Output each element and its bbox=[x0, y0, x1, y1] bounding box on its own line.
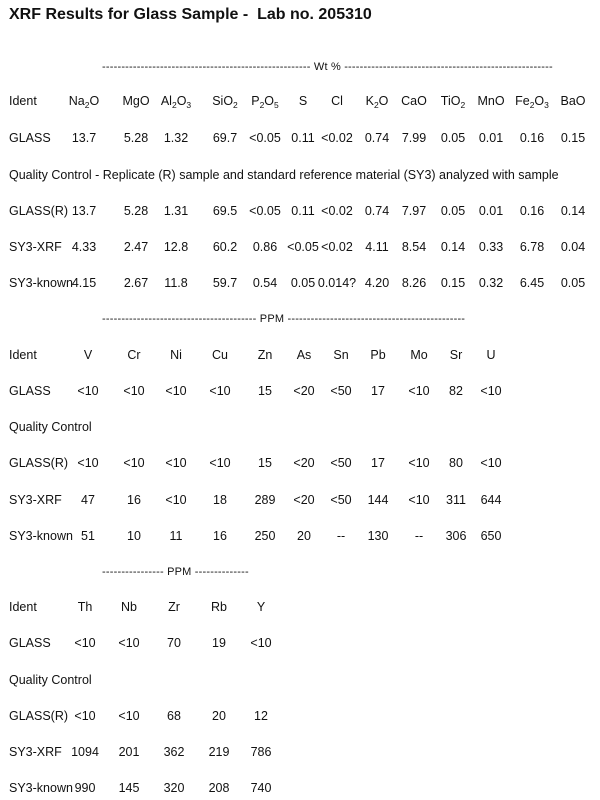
table-cell: 0.32 bbox=[478, 276, 504, 290]
table-cell: 10 bbox=[127, 529, 141, 543]
table-cell: 0.05 bbox=[440, 204, 466, 218]
table-cell: 0.05 bbox=[560, 276, 586, 290]
table-cell: 15 bbox=[258, 384, 272, 398]
table-cell: 0.74 bbox=[364, 131, 390, 145]
formula-part: SiO bbox=[212, 94, 234, 108]
table-cell: 0.01 bbox=[478, 131, 504, 145]
formula-part: Cl bbox=[331, 94, 343, 108]
table-cell: 0.16 bbox=[519, 204, 545, 218]
table-cell: 11.8 bbox=[164, 276, 188, 290]
wt-header-row bbox=[0, 94, 600, 110]
table-row bbox=[0, 529, 600, 545]
table-cell: 0.15 bbox=[560, 131, 586, 145]
table-cell: <0.05 bbox=[287, 240, 319, 254]
table-cell: 0.15 bbox=[440, 276, 466, 290]
table-cell: <10 bbox=[480, 456, 502, 470]
column-header bbox=[366, 94, 389, 108]
table-row bbox=[0, 781, 600, 797]
sample-ident: GLASS bbox=[9, 384, 51, 398]
column-header bbox=[251, 94, 279, 108]
table-cell: 208 bbox=[208, 781, 230, 795]
sample-ident: GLASS(R) bbox=[9, 456, 69, 470]
wt-qc-note: Quality Control - Replicate (R) sample and standard reference material (SY3) analyzed with sample bbox=[9, 168, 559, 182]
table-cell: <0.02 bbox=[321, 240, 353, 254]
table-cell: 0.01 bbox=[478, 204, 504, 218]
table-cell: <10 bbox=[209, 456, 231, 470]
table-cell: 0.05 bbox=[440, 131, 466, 145]
table-cell: 145 bbox=[118, 781, 140, 795]
subscript: 5 bbox=[274, 100, 279, 110]
table-cell: 6.78 bbox=[519, 240, 545, 254]
formula-part: O bbox=[534, 94, 545, 108]
table-row bbox=[0, 636, 600, 652]
column-header bbox=[9, 94, 37, 108]
subscript: 2 bbox=[373, 100, 379, 110]
table-cell: <0.02 bbox=[321, 131, 353, 145]
ppm2-divider: ---------------- PPM -------------- bbox=[102, 566, 249, 578]
table-cell: <20 bbox=[293, 493, 315, 507]
table-cell: 219 bbox=[208, 745, 230, 759]
column-header: Nb bbox=[121, 600, 137, 614]
table-cell: 130 bbox=[367, 529, 389, 543]
table-cell: 0.54 bbox=[252, 276, 278, 290]
table-cell: 311 bbox=[446, 493, 466, 507]
table-cell: 8.54 bbox=[401, 240, 427, 254]
table-cell: 0.14 bbox=[560, 204, 586, 218]
table-cell: 60.2 bbox=[212, 240, 238, 254]
table-cell: 51 bbox=[81, 529, 95, 543]
subscript: 2 bbox=[259, 100, 265, 110]
column-header: Pb bbox=[370, 348, 386, 362]
table-cell: 0.04 bbox=[560, 240, 586, 254]
column-header: Ni bbox=[170, 348, 182, 362]
table-cell: 19 bbox=[212, 636, 226, 650]
table-cell: 201 bbox=[118, 745, 140, 759]
table-cell: 4.33 bbox=[71, 240, 97, 254]
table-cell: <10 bbox=[77, 384, 99, 398]
formula-part: K bbox=[365, 94, 374, 108]
formula-part: S bbox=[298, 94, 308, 108]
table-row bbox=[0, 131, 600, 147]
formula-part: Fe bbox=[515, 94, 530, 108]
ppm2-header-row bbox=[0, 600, 600, 616]
table-cell: 250 bbox=[254, 529, 276, 543]
table-row bbox=[0, 709, 600, 725]
ppm1-qc-note: Quality Control bbox=[9, 420, 92, 434]
table-cell: <10 bbox=[165, 456, 187, 470]
table-cell: 644 bbox=[480, 493, 502, 507]
table-cell: 990 bbox=[74, 781, 96, 795]
sample-ident: GLASS(R) bbox=[9, 709, 69, 723]
subscript: 2 bbox=[171, 100, 177, 110]
ppm2-qc-note: Quality Control bbox=[9, 673, 92, 687]
table-cell: 0.05 bbox=[290, 276, 316, 290]
table-cell: <50 bbox=[330, 384, 352, 398]
column-header bbox=[477, 94, 504, 108]
table-cell: <10 bbox=[74, 709, 96, 723]
page-title: XRF Results for Glass Sample - Lab no. 205310 bbox=[9, 6, 372, 23]
table-row bbox=[0, 240, 600, 256]
table-cell: 144 bbox=[367, 493, 389, 507]
column-header bbox=[515, 94, 549, 108]
table-cell: -- bbox=[336, 529, 346, 543]
table-cell: 306 bbox=[445, 529, 467, 543]
table-row bbox=[0, 493, 600, 509]
column-header bbox=[299, 94, 307, 108]
table-cell: 8.26 bbox=[401, 276, 427, 290]
table-cell: 80 bbox=[449, 456, 463, 470]
table-cell: <10 bbox=[408, 493, 430, 507]
column-header: Ident bbox=[9, 600, 37, 614]
table-cell: 82 bbox=[449, 384, 463, 398]
table-cell: 11 bbox=[169, 529, 183, 543]
subscript: 2 bbox=[529, 100, 535, 110]
table-cell: 59.7 bbox=[212, 276, 238, 290]
formula-part: TiO bbox=[440, 94, 461, 108]
sample-ident: SY3-XRF bbox=[9, 240, 62, 254]
wt-divider: ------------------------------------------------------ Wt % ------------------------------------------------------ bbox=[102, 61, 553, 73]
table-cell: 0.16 bbox=[519, 131, 545, 145]
table-cell: <10 bbox=[250, 636, 272, 650]
table-row bbox=[0, 745, 600, 761]
table-cell: 16 bbox=[127, 493, 141, 507]
table-cell: <10 bbox=[408, 456, 430, 470]
sample-ident: SY3-known bbox=[9, 529, 73, 543]
table-cell: 7.99 bbox=[401, 131, 427, 145]
table-cell: 12 bbox=[254, 709, 268, 723]
table-cell: <0.02 bbox=[321, 204, 353, 218]
table-cell: 6.45 bbox=[519, 276, 545, 290]
table-cell: 69.7 bbox=[212, 131, 238, 145]
table-cell: <10 bbox=[408, 384, 430, 398]
table-cell: 70 bbox=[167, 636, 181, 650]
table-cell: <10 bbox=[123, 384, 145, 398]
table-cell: 12.8 bbox=[163, 240, 189, 254]
table-cell: 5.28 bbox=[123, 204, 149, 218]
column-header: Sn bbox=[333, 348, 349, 362]
formula-part: Al bbox=[160, 94, 172, 108]
table-cell: 4.11 bbox=[365, 240, 389, 254]
sample-ident: SY3-known bbox=[9, 276, 73, 290]
column-header: Th bbox=[77, 600, 93, 614]
table-cell: 0.014? bbox=[317, 276, 357, 290]
sample-ident: GLASS bbox=[9, 131, 51, 145]
table-row bbox=[0, 204, 600, 220]
ppm1-divider: ---------------------------------------- PPM ---------------------------------------------- bbox=[102, 313, 466, 325]
column-header bbox=[122, 94, 149, 108]
table-cell: 289 bbox=[254, 493, 276, 507]
sample-ident: GLASS bbox=[9, 636, 51, 650]
formula-part: O bbox=[89, 94, 100, 108]
formula-part: MgO bbox=[122, 94, 150, 108]
table-cell: 786 bbox=[250, 745, 272, 759]
column-header bbox=[161, 94, 191, 108]
table-cell: 15 bbox=[258, 456, 272, 470]
table-row bbox=[0, 276, 600, 292]
column-header: Mo bbox=[410, 348, 428, 362]
table-cell: 16 bbox=[213, 529, 227, 543]
table-cell: <10 bbox=[118, 709, 140, 723]
column-header: Cr bbox=[127, 348, 141, 362]
column-header bbox=[560, 94, 585, 108]
table-cell: 0.11 bbox=[291, 204, 315, 218]
table-cell: 0.33 bbox=[478, 240, 504, 254]
table-cell: 362 bbox=[163, 745, 185, 759]
table-cell: 4.20 bbox=[364, 276, 390, 290]
table-cell: 17 bbox=[371, 456, 385, 470]
column-header: Zn bbox=[257, 348, 273, 362]
table-cell: <0.05 bbox=[249, 204, 281, 218]
table-cell: 17 bbox=[371, 384, 385, 398]
subscript: 2 bbox=[460, 100, 466, 110]
table-cell: 650 bbox=[480, 529, 502, 543]
table-cell: 68 bbox=[167, 709, 181, 723]
table-cell: -- bbox=[414, 529, 424, 543]
table-cell: 1094 bbox=[71, 745, 99, 759]
table-cell: 69.5 bbox=[212, 204, 238, 218]
column-header: V bbox=[83, 348, 93, 362]
table-cell: <20 bbox=[293, 456, 315, 470]
table-cell: 47 bbox=[81, 493, 95, 507]
column-header bbox=[441, 94, 465, 108]
formula-part: O bbox=[176, 94, 187, 108]
column-header bbox=[331, 94, 343, 108]
table-cell: <10 bbox=[74, 636, 96, 650]
table-cell: <50 bbox=[330, 456, 352, 470]
column-header: Rb bbox=[211, 600, 227, 614]
table-cell: 2.47 bbox=[123, 240, 149, 254]
table-cell: 2.67 bbox=[123, 276, 149, 290]
subscript: 2 bbox=[84, 100, 90, 110]
table-cell: 320 bbox=[163, 781, 185, 795]
table-cell: 1.31 bbox=[163, 204, 189, 218]
formula-part: CaO bbox=[401, 94, 427, 108]
table-row bbox=[0, 456, 600, 472]
table-row bbox=[0, 384, 600, 400]
table-cell: 20 bbox=[297, 529, 311, 543]
column-header bbox=[401, 94, 427, 108]
table-cell: 0.74 bbox=[364, 204, 390, 218]
subscript: 3 bbox=[544, 100, 549, 110]
table-cell: <10 bbox=[209, 384, 231, 398]
sample-ident: SY3-XRF bbox=[9, 493, 62, 507]
subscript: 3 bbox=[186, 100, 192, 110]
table-cell: 13.7 bbox=[71, 131, 97, 145]
table-cell: <10 bbox=[77, 456, 99, 470]
column-header: Cu bbox=[212, 348, 228, 362]
table-cell: 18 bbox=[213, 493, 227, 507]
formula-part: O bbox=[378, 94, 389, 108]
column-header: U bbox=[486, 348, 496, 362]
table-cell: <10 bbox=[165, 493, 187, 507]
table-cell: <10 bbox=[123, 456, 145, 470]
subscript: 2 bbox=[233, 100, 238, 110]
table-cell: <10 bbox=[165, 384, 187, 398]
formula-part: Na bbox=[68, 94, 85, 108]
sample-ident: GLASS(R) bbox=[9, 204, 69, 218]
sample-ident: SY3-XRF bbox=[9, 745, 62, 759]
sample-ident: SY3-known bbox=[9, 781, 73, 795]
table-cell: <50 bbox=[330, 493, 352, 507]
formula-part: BaO bbox=[560, 94, 586, 108]
table-cell: 0.86 bbox=[252, 240, 278, 254]
column-header: Sr bbox=[449, 348, 463, 362]
ppm1-header-row bbox=[0, 348, 600, 364]
table-cell: <0.05 bbox=[249, 131, 281, 145]
formula-part: P bbox=[251, 94, 260, 108]
column-header bbox=[69, 94, 99, 108]
table-cell: 5.28 bbox=[123, 131, 149, 145]
table-cell: <10 bbox=[118, 636, 140, 650]
table-cell: 7.97 bbox=[401, 204, 427, 218]
column-header: As bbox=[296, 348, 312, 362]
table-cell: 0.14 bbox=[440, 240, 466, 254]
column-header: Ident bbox=[9, 348, 37, 362]
formula-part: O bbox=[264, 94, 275, 108]
table-cell: 4.15 bbox=[71, 276, 97, 290]
table-cell: <20 bbox=[293, 384, 315, 398]
column-header: Zr bbox=[168, 600, 180, 614]
formula-part: Ident bbox=[9, 94, 37, 108]
table-cell: 0.11 bbox=[291, 131, 315, 145]
column-header: Y bbox=[256, 600, 266, 614]
formula-part: MnO bbox=[477, 94, 505, 108]
column-header bbox=[212, 94, 238, 108]
table-cell: 1.32 bbox=[163, 131, 189, 145]
table-cell: <10 bbox=[480, 384, 502, 398]
table-cell: 740 bbox=[250, 781, 272, 795]
table-cell: 20 bbox=[212, 709, 226, 723]
table-cell: 13.7 bbox=[71, 204, 97, 218]
